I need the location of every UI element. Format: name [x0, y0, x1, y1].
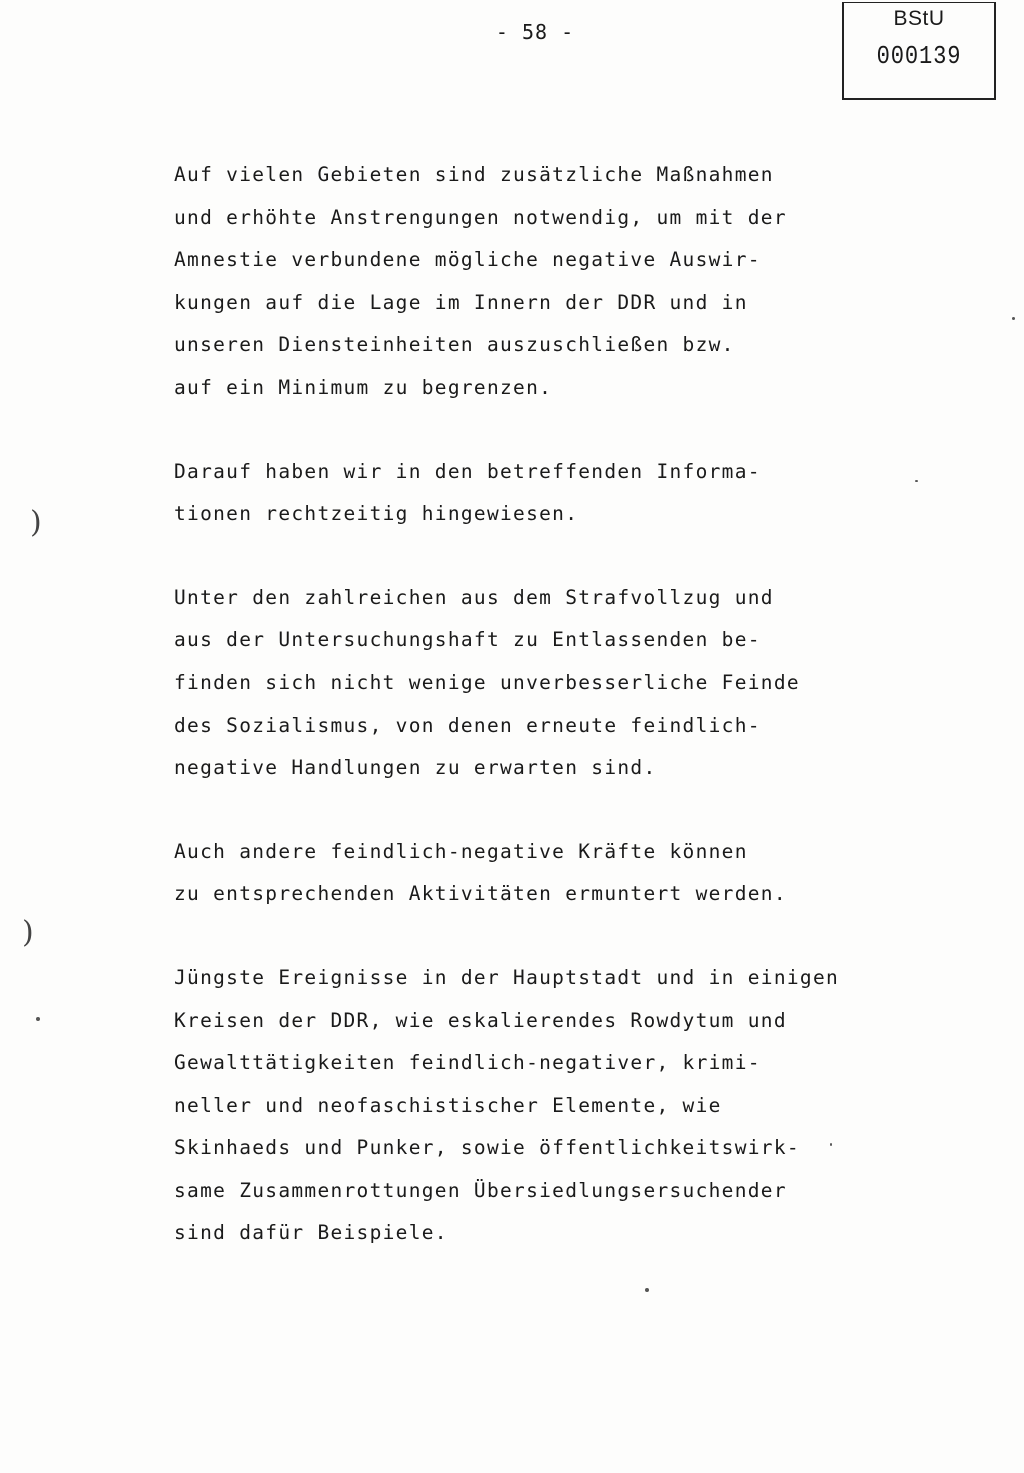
text-line: Jüngste Ereignisse in der Hauptstadt und in einigen	[174, 965, 840, 989]
text-line: neller und neofaschistischer Elemente, wie	[174, 1093, 722, 1117]
text-line: auf ein Minimum zu begrenzen.	[174, 375, 553, 399]
paragraph-3	[174, 577, 874, 790]
paragraph-4	[174, 831, 874, 916]
scan-speck	[1012, 317, 1015, 320]
text-line: kungen auf die Lage im Innern der DDR und in	[174, 290, 748, 314]
paragraph-5	[174, 957, 874, 1255]
archive-stamp	[842, 2, 996, 100]
text-line: Unter den zahlreichen aus dem Strafvollzug und	[174, 585, 774, 609]
stamp-serial: 000139	[876, 41, 962, 71]
body-text	[174, 154, 874, 1296]
text-line: Darauf haben wir in den betreffenden Informa-	[174, 459, 761, 483]
text-line: des Sozialismus, von denen erneute feindlich-	[174, 713, 761, 737]
text-line: Auch andere feindlich-negative Kräfte können	[174, 839, 748, 863]
binding-hole-mark-lower: )	[22, 915, 34, 950]
stamp-org: BStU	[893, 7, 945, 30]
text-line: und erhöhte Anstrengungen notwendig, um mit der	[174, 205, 787, 229]
binding-hole-mark-upper: )	[30, 505, 42, 540]
text-line: finden sich nicht wenige unverbesserliche Feinde	[174, 670, 800, 694]
scan-speck	[645, 1288, 649, 1292]
paragraph-2	[174, 451, 874, 536]
scan-speck	[915, 480, 918, 482]
text-line: same Zusammenrottungen Übersiedlungsersuchender	[174, 1178, 787, 1202]
text-line: negative Handlungen zu erwarten sind.	[174, 756, 657, 780]
text-line: unseren Diensteinheiten auszuschließen bzw.	[174, 333, 735, 357]
text-line: Kreisen der DDR, wie eskalierendes Rowdytum und	[174, 1008, 787, 1032]
scan-speck	[830, 1143, 832, 1146]
text-line: Auf vielen Gebieten sind zusätzliche Maßnahmen	[174, 163, 774, 186]
text-line: zu entsprechenden Aktivitäten ermuntert werden.	[174, 882, 787, 906]
text-line: Amnestie verbundene mögliche negative Auswir-	[174, 248, 761, 272]
text-line: sind dafür Beispiele.	[174, 1221, 448, 1245]
scan-speck	[36, 1017, 40, 1021]
text-line: Gewalttätigkeiten feindlich-negativer, krimi-	[174, 1051, 761, 1075]
page-number: - 58 -	[495, 20, 575, 44]
paragraph-1	[174, 154, 874, 410]
text-line: tionen rechtzeitig hingewiesen.	[174, 502, 579, 526]
text-line: aus der Untersuchungshaft zu Entlassenden be-	[174, 628, 761, 652]
text-line: Skinhaeds und Punker, sowie öffentlichkeitswirk-	[174, 1136, 800, 1160]
